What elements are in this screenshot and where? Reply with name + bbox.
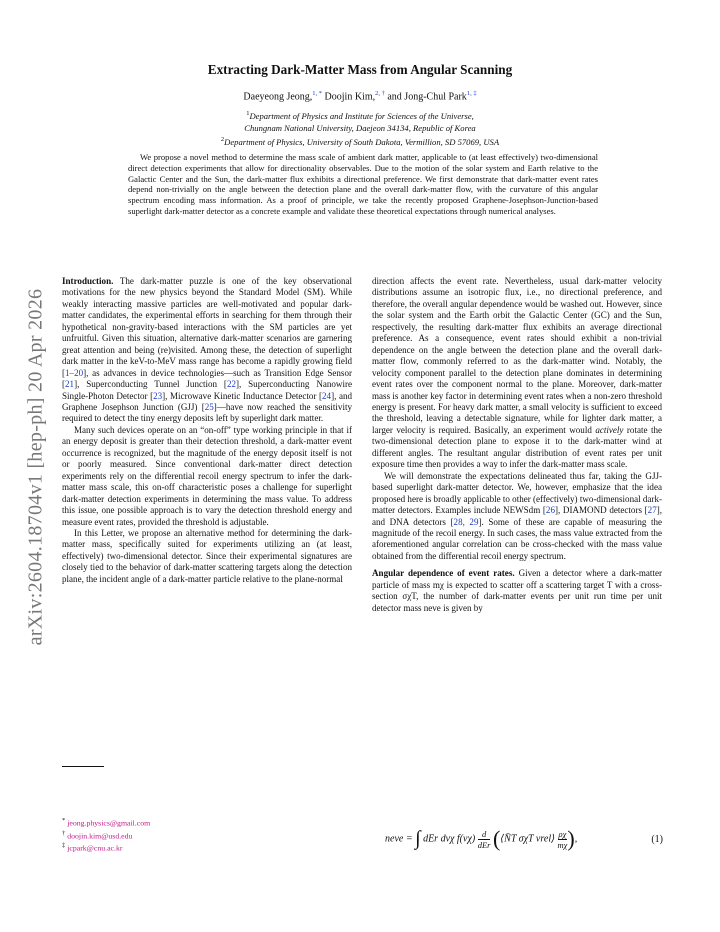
affiliation-line: $^1$Department of Physics and Institute for Sciences of the Universe, <box>246 110 474 121</box>
author-name: Doojin Kim, <box>324 91 376 103</box>
integral-sign: ∫ <box>415 827 421 850</box>
author-marks[interactable]: 1, * <box>312 90 323 97</box>
author-marks[interactable]: 1, ‡ <box>466 90 477 97</box>
citation-link[interactable]: 26 <box>545 505 555 516</box>
email-link[interactable]: doojin.kim@usd.edu <box>67 831 133 841</box>
intro-paragraph: Introduction. The dark-matter puzzle is one of the key observational motivations for the new physics beyond the Standard Model (SM). While weakly interacting massive particles are well-motivated and popular dark-matter candidates, the experimental efforts in searching for them through their hypothetical non-gravity-based interactions with the SM particles are yet unfruitful. Given this situation, alternative dark-matter scenarios are garnering great attention and being (re)visited. Among these, the detection of superlight dark matter in the keV-to-MeV mass range has become a rapidly growing field [1–20], as advances in device technologies—such as Transition Edge Sensor [21], Superconducting Tunnel Junction [22], Superconducting Nanowire Single-Photon Detector [23], Microwave Kinetic Inductance Detector [24], and Graphene Josephson Junction (GJJ) [25]—have now reached the sensitivity required to detect the tiny energy deposits left by superlight dark matter. <box>62 276 353 424</box>
body-paragraph: direction affects the event rate. Nevertheless, usual dark-matter velocity distributions assume an isotropic flux, i.e., no directional preference, and therefore, the overall angular dependence would be washed out. However, since the solar system and the Earth orbit the Galactic Center (GC) and the Sun, respectively, the resulting dark-matter flux exhibits an average directional preference. As a consequence, event rates should exhibit a non-trivial dependence on the angle between the detection plane and the overall dark-matter flow, commonly referred to as the dark-matter wind. Notably, the velocity component parallel to the detection plane dominates in determining event rates over the component normal to the plane. Moreover, dark-matter mass is another key factor in determining event rates when a non-zero threshold energy is present. For heavy dark matter, a small velocity is sufficient to exceed the threshold, leaving a detectable signature, while for lighter dark matter, a larger velocity is required. Basically, an experiment would actively rotate the two-dimensional detection plane to expose it to the dark-matter wind at different angles. The resultant angular distribution of event rates per unit exposure time then provides a way to infer the dark-matter mass scale. <box>372 276 663 470</box>
close-paren: ) <box>567 826 575 851</box>
email-link[interactable]: jeong.physics@gmail.com <box>67 818 151 828</box>
right-column <box>372 276 662 614</box>
equation-1 <box>385 820 663 862</box>
author-list <box>60 90 660 102</box>
affiliation-line: $^2$Department of Physics, University of South Dakota, Vermillion, SD 57069, USA <box>220 136 500 148</box>
equation-average: ⟨N̄T σχT vrel⟩ <box>500 833 556 845</box>
affiliations <box>60 108 660 149</box>
arxiv-identifier-text: arXiv:2604.18704v1 [hep-ph] 20 Apr 2026 <box>24 288 47 646</box>
equation-lhs: neve = <box>385 833 416 845</box>
citation-link[interactable]: 25 <box>204 401 214 412</box>
abstract: We propose a novel method to determine the mass scale of ambient dark matter, applicable to (at least effectively) two-dimensional direct detection experiments that allow for directionality observables. Due to the motion of the solar system and Earth relative to the Galactic Center and the Sun, the dark-matter flux exhibits a directional preference. We first demonstrate that dark-matter event rates depend non-trivially on the angle between the detection plane and the overall dark-matter flow, with the curvature of this angular spectrum encoding mass information. As a proof of principle, we take the recently proposed Graphene-Josephson-Junction-based superlight dark-matter detector as a concrete example and validate these theoretical expectations through numerical analyses. <box>128 152 598 216</box>
derivative-fraction: $\frac{d}{\text{dEr}}$ <box>477 828 491 850</box>
equation-integrand: dEr dvχ f(vχ) <box>423 833 476 845</box>
section-heading-introduction: Introduction. <box>62 276 114 286</box>
citation-link[interactable]: 23 <box>153 390 163 401</box>
citation-link[interactable]: 22 <box>226 379 236 390</box>
section-heading-angular-dependence: Angular dependence of event rates. <box>372 568 515 579</box>
footnote: † doojin.kim@usd.edu <box>62 829 133 841</box>
citation-link[interactable]: 21 <box>65 379 75 390</box>
author-name: and Jong-Chul Park <box>387 91 467 103</box>
citation-link[interactable]: 1–20 <box>65 367 84 378</box>
arxiv-identifier-stamp <box>14 262 58 672</box>
affiliation-line: Chungnam National University, Daejeon 34134, Republic of Korea <box>244 122 476 133</box>
equation-body: neve = ∫ dEr dvχ f(vχ) $\frac{d}{\text{dEr}}$ (⟨N̄T σχT vrel⟩ $\frac{\rho\chi}{m\chi}$), <box>385 826 578 851</box>
body-paragraph: We will demonstrate the expectations delineated thus far, taking the GJJ-based superlight dark-matter detector. We, however, emphasize that the idea proposed here is broadly applicable to other (effectively) two-dimensional dark-matter detectors. Examples include NEWSdm [26], DIAMOND detectors [27], and DNA detectors [28, 29]. Some of these are capable of measuring the magnitude of the recoil energy. In such cases, the mass value extracted from the aforementioned angular correlation can be cross-checked with the mass value obtained from the differential recoil energy spectrum. <box>372 470 662 561</box>
email-link[interactable]: jcpark@cnu.ac.kr <box>67 843 123 853</box>
citation-link[interactable]: 27 <box>647 505 657 516</box>
citation-link[interactable]: 24 <box>322 390 332 401</box>
equation-number: (1) <box>651 834 663 845</box>
author-name: Daeyeong Jeong, <box>243 91 313 103</box>
footnotes <box>62 816 150 854</box>
footnote: * jeong.physics@gmail.com <box>62 817 151 828</box>
author-marks[interactable]: 2, † <box>375 90 385 97</box>
paper-title: Extracting Dark-Matter Mass from Angular Scanning <box>207 62 513 77</box>
citation-link[interactable]: 28, 29 <box>453 516 479 527</box>
footnote-rule <box>62 766 104 767</box>
body-paragraph: In this Letter, we propose an alternative method for determining the dark-matter mass, specifically suited for experiments utilizing an (at least, effectively) two-dimensional detector. Since their experimental signatures are closely tied to the behavior of dark-matter scattering targets along the detection plane, the incident angle of a dark-matter particle relative to the plane-normal <box>62 527 352 584</box>
open-paren: ( <box>492 826 501 851</box>
left-column <box>62 276 352 585</box>
density-fraction: $\frac{\rho\chi}{m\chi}$ <box>557 828 568 850</box>
footnote: ‡ jcpark@cnu.ac.kr <box>62 842 123 853</box>
body-paragraph: Many such devices operate on an “on-off” type working principle in that if an energy deposit is greater than their detection threshold, a dark-matter event occurrence is recognized, but the magnitude of the energy deposit itself is not or poorly measured. Since conventional dark-matter direct detection experiments rely on the differential recoil energy spectrum to infer the dark-matter mass scale, this on-off characteristic poses a challenge for superlight dark-matter detection experiments in determining the mass value. To address this issue, one possible approach is to vary the detection threshold energy and measure event rates, provided the threshold is adjustable. <box>62 424 352 527</box>
angular-dependence-paragraph: Angular dependence of event rates. Given a detector where a dark-matter particle of mass mχ is expected to scatter off a scattering target T with a cross-section σχT, the number of dark-matter events per unit run time per unit detector mass neve is given by <box>372 568 662 613</box>
